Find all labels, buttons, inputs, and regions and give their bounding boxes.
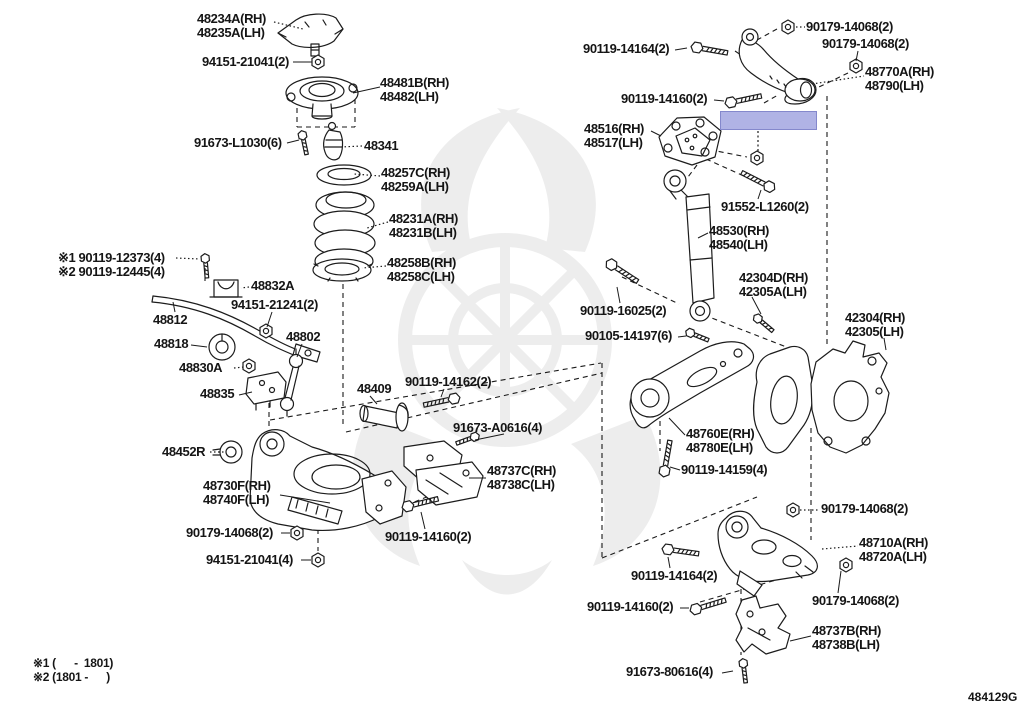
part-label-90179-14068-b: 90179-14068(2) — [822, 36, 909, 51]
knuckle-icon — [754, 341, 889, 453]
part-label-90119-14160-c: 90119-14160(2) — [587, 599, 674, 614]
part-label-90179-14068-top: 90179-14068(2) — [806, 19, 893, 34]
part-label-42304-42305: 42304(RH) 42305(LH) — [845, 310, 905, 339]
nut-icon — [840, 558, 852, 572]
spring-lower-insulator-icon — [313, 259, 372, 281]
part-label-48530-48540: 48530(RH) 48540(LH) — [709, 223, 769, 252]
part-label-90119-14162: 90119-14162(2) — [405, 374, 492, 389]
support-mount-icon — [278, 14, 343, 56]
part-label-48231a-48231b: 48231A(RH) 48231B(LH) — [389, 211, 458, 240]
part-label-48818: 48818 — [154, 336, 189, 351]
bolt-icon — [724, 91, 762, 108]
highlight-box — [720, 111, 817, 130]
nut-icon — [850, 59, 862, 73]
bolt-icon — [739, 658, 750, 683]
bolt-icon — [659, 440, 675, 478]
part-label-48341: 48341 — [364, 138, 399, 153]
part-label-48710a-48720a: 48710A(RH) 48720A(LH) — [859, 535, 928, 564]
footnote-2: ※2 (1801 - ) — [33, 670, 110, 684]
nut-icon — [291, 526, 303, 540]
part-label-90119-14164-b: 90119-14164(2) — [631, 568, 718, 583]
nut-icon — [312, 55, 324, 69]
footnote-1: ※1 ( - 1801) — [33, 656, 114, 670]
nut-icon — [787, 503, 799, 517]
bolt-icon — [690, 42, 728, 58]
upper-arm-icon — [739, 29, 816, 104]
diagram-code: 484129G — [968, 690, 1018, 704]
shock-mount-icon — [659, 117, 721, 165]
nut-icon — [260, 324, 272, 338]
arm-bushing-icon — [213, 441, 242, 463]
part-label-48257c-48259a: 48257C(RH) 48259A(LH) — [381, 165, 450, 194]
nut-icon — [243, 359, 255, 373]
nut-icon — [751, 151, 763, 165]
nut-icon — [782, 20, 794, 34]
bolt-icon — [739, 168, 777, 194]
stabilizer-bracket-icon — [210, 280, 242, 297]
part-label-48835: 48835 — [200, 386, 235, 401]
stabilizer-bushing-icon — [209, 334, 235, 360]
part-label-94151-21041-2: 94151-21041(2) — [202, 54, 289, 69]
part-label-90179-14068-d: 90179-14068(2) — [821, 501, 908, 516]
part-label-48802: 48802 — [286, 329, 321, 344]
part-label-90119-14160-b: 90119-14160(2) — [621, 91, 708, 106]
part-label-90179-14068-a: 90179-14068(2) — [186, 525, 273, 540]
bolt-icon — [684, 327, 710, 344]
bump-stop-icon — [324, 123, 343, 160]
part-label-90179-14068-e: 90179-14068(2) — [812, 593, 899, 608]
bolt-icon — [298, 130, 311, 156]
part-label-90119-14160-a: 90119-14160(2) — [385, 529, 472, 544]
bolt-icon — [604, 257, 640, 286]
part-label-48409: 48409 — [357, 381, 392, 396]
part-label-48481b-48482: 48481B(RH) 48482(LH) — [380, 75, 449, 104]
bolt-icon — [689, 595, 727, 615]
trailing-arm-icon — [630, 342, 753, 428]
part-label-91673-80616: 91673-80616(4) — [626, 664, 713, 679]
part-label-48234a-48235a: 48234A(RH) 48235A(LH) — [197, 11, 266, 40]
lower-arm2-icon — [718, 511, 817, 596]
part-label-42304d-42305a: 42304D(RH) 42305A(LH) — [739, 270, 808, 299]
part-label-48730f-48740f: 48730F(RH) 48740F(LH) — [203, 478, 271, 507]
part-label-94151-21241: 94151-21241(2) — [231, 297, 318, 312]
shock-absorber-icon — [664, 170, 714, 321]
bolt-icon — [661, 544, 699, 559]
part-label-90105-14197: 90105-14197(6) — [585, 328, 672, 343]
part-label-90119-16025: 90119-16025(2) — [580, 303, 667, 318]
nut-icon — [312, 553, 324, 567]
part-label-90119-14164-a: 90119-14164(2) — [583, 41, 670, 56]
part-label-48832a: 48832A — [251, 278, 295, 293]
bolt-icon — [752, 312, 776, 334]
part-label-91552-l1260: 91552-L1260(2) — [721, 199, 809, 214]
part-label-91673-a0616: 91673-A0616(4) — [453, 420, 543, 435]
part-label-48830a: 48830A — [179, 360, 223, 375]
part-label-94151-21041-4: 94151-21041(4) — [206, 552, 293, 567]
bolt-icon — [201, 253, 211, 278]
part-label-48258b-48258c: 48258B(RH) 48258C(LH) — [387, 255, 456, 284]
part-label-48770a-48790: 48770A(RH) 48790(LH) — [865, 64, 934, 93]
part-label-90119-14159: 90119-14159(4) — [681, 462, 768, 477]
part-label-48812: 48812 — [153, 312, 188, 327]
part-label-48516-48517: 48516(RH) 48517(LH) — [584, 121, 644, 150]
arm-bracket-icon — [404, 441, 483, 505]
arm-protector-icon — [736, 596, 790, 654]
part-label-90119-12373-12445: ※1 90119-12373(4) ※2 90119-12445(4) — [58, 250, 165, 279]
part-label-48452r: 48452R — [162, 444, 206, 459]
part-label-48737c-48738c: 48737C(RH) 48738C(LH) — [487, 463, 556, 492]
part-label-48760e-48780e: 48760E(RH) 48780E(LH) — [686, 426, 755, 455]
part-label-48737b-48738b: 48737B(RH) 48738B(LH) — [812, 623, 881, 652]
part-label-91673-l1030: 91673-L1030(6) — [194, 135, 282, 150]
